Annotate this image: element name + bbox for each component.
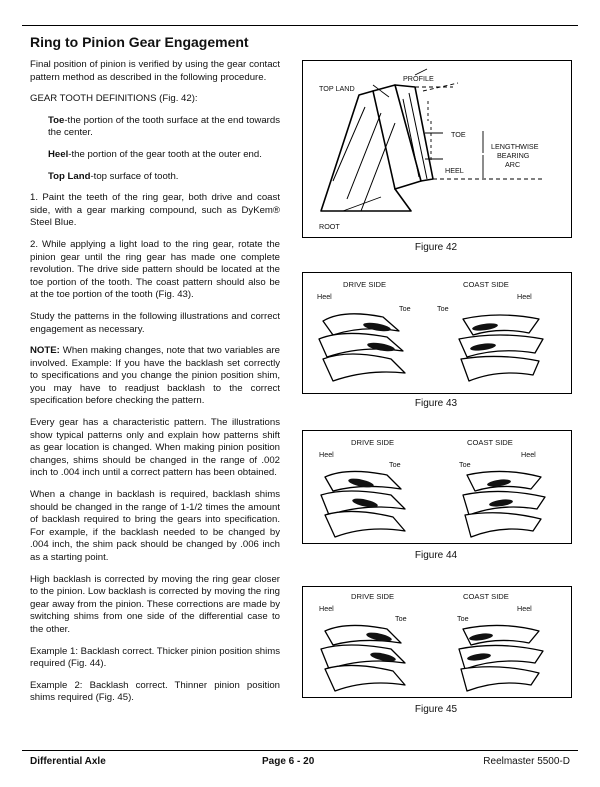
coast-toe-label: Toe [437,304,449,313]
label-root: ROOT [319,222,340,231]
definition-top-land [30,171,280,184]
figure-43-caption: Figure 43 [414,398,458,409]
paragraph-high-backlash: High backlash is corrected by moving the ring gear closer to the pinion. Low backlash is corrected by moving the ring gear away from the pinion. These corrections are made by switching shims from one side of the differential case to the other. [30,573,280,635]
paragraph-intro: Final position of pinion is verified by using the gear contact pattern method as described in the following procedure. [30,59,280,83]
paragraph-every-gear: Every gear has a characteristic pattern. The illustrations show typical patterns only and explain how patterns shift as gear location is changed. When making pinion position changes, shims should be changed in the range of .002 inch to .004 inch until a correct pattern has been obtained. [30,417,280,479]
step-2: 2. While applying a light load to the ring gear, rotate the pinion gear until the ring gear has made one complete revolution. The drive side pattern should be located at the toe portion of the tooth. The coast pattern should also be at the toe portion of the tooth (Fig. 43). [30,238,280,301]
figure-45-caption: Figure 45 [414,704,458,715]
drive-side-label: DRIVE SIDE [351,438,395,447]
drive-heel-label: Heel [317,292,332,301]
coast-toe-label: Toe [459,460,471,469]
def-heel: -the portion of the gear tooth at the outer end. [68,148,262,160]
drive-toe-label: Toe [389,460,401,469]
coast-heel-label: Heel [517,604,532,613]
top-rule [22,25,578,26]
footer-product: Reelmaster 5500-D [483,756,570,767]
drive-toe-label: Toe [395,614,407,623]
def-top-land: -top surface of tooth. [90,170,179,182]
label-toe: TOE [451,130,466,139]
note-text: When making changes, note that two variables are involved. Example: If you have the backlash set correctly to specifications and you change the pinion position shim, you may have to readjust backlash to the correct specification before checking the pattern. [30,345,280,407]
coast-side-label: COAST SIDE [463,280,509,289]
figure-44-caption: Figure 44 [414,550,458,561]
figure-42-frame [302,60,572,238]
note-label: NOTE: [30,345,60,357]
coast-heel-label: Heel [521,450,536,459]
step-1: 1. Paint the teeth of the ring gear, both drive and coast side, with a gear marking compound, such as DyKem® Steel Blue. [30,192,280,229]
figure-45-frame [302,586,572,698]
example-2: Example 2: Backlash correct. Thinner pinion position shims required (Fig. 45). [30,679,280,704]
paragraph-definitions-heading: GEAR TOOTH DEFINITIONS (Fig. 42): [30,93,198,105]
body-text-column [30,59,280,714]
term-top-land: Top Land [48,170,91,182]
drive-heel-label: Heel [319,450,334,459]
drive-toe-label: Toe [399,304,411,313]
figure-44-frame [302,430,572,544]
drive-heel-label: Heel [319,604,334,613]
note [30,345,280,408]
pattern-diagram-43 [303,273,571,393]
page-title: Ring to Pinion Gear Engagement [30,34,249,50]
label-profile: PROFILE [403,74,434,83]
definition-heel [30,149,280,162]
label-top-land: TOP LAND [319,84,355,93]
definition-toe [30,115,280,140]
example-1: Example 1: Backlash correct. Thicker pinion position shims required (Fig. 44). [30,645,280,670]
coast-heel-label: Heel [517,292,532,301]
figure-42-caption: Figure 42 [414,242,458,253]
label-arc: ARC [505,160,521,169]
pattern-diagram-44 [303,431,571,543]
drive-side-label: DRIVE SIDE [343,280,387,289]
footer-page-number: Page 6 - 20 [262,756,315,767]
label-heel: HEEL [445,166,464,175]
coast-side-label: COAST SIDE [467,438,513,447]
def-toe: -the portion of the tooth surface at the end towards the center. [48,114,280,139]
term-heel: Heel [48,148,69,160]
label-lengthwise: LENGTHWISE [491,142,539,151]
footer-section: Differential Axle [30,756,106,767]
figure-43-frame [302,272,572,394]
pattern-diagram-45 [303,587,571,697]
bottom-rule [22,750,578,751]
gear-tooth-diagram [303,61,571,237]
paragraph-study: Study the patterns in the following illustrations and correct engagement as necessary. [30,310,280,335]
label-bearing: BEARING [497,151,530,160]
paragraph-backlash: When a change in backlash is required, backlash shims should be changed in the range of 1-1/2 times the amount of backlash required to bring the gears into specification. For example, if the backlash needed to be changed by .004 inch, the shim pack should be changed by .006 inch as a starting point. [30,489,280,563]
coast-side-label: COAST SIDE [463,592,509,601]
drive-side-label: DRIVE SIDE [351,592,395,601]
term-toe: Toe [48,114,65,126]
coast-toe-label: Toe [457,614,469,623]
